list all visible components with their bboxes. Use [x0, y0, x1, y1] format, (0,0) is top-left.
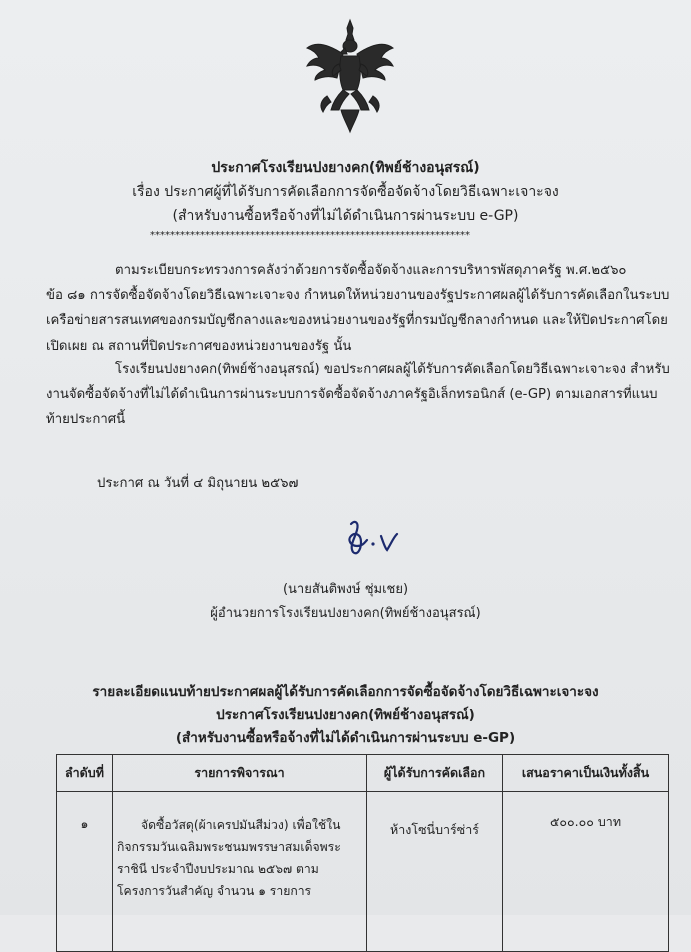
- procurement-table: [56, 754, 669, 952]
- body-line: งานจัดซื้อจัดจ้างที่ไม่ได้ดำเนินการผ่านระบบการจัดซื้อจัดจ้างภาครัฐอิเล็กทรอนิกส์ (e-GP) ตามเอกสารที่แนบ: [46, 387, 658, 402]
- row-winner: ห้างโซนี่บาร์ซ่าร์: [367, 792, 503, 952]
- row-no: ๑: [57, 792, 113, 952]
- body-line: ตามระเบียบกระทรวงการคลังว่าด้วยการจัดซื้อจัดจ้างและการบริหารพัสดุภาครัฐ พ.ศ.๒๕๖๐: [115, 263, 627, 278]
- header-item: รายการพิจารณา: [113, 755, 367, 792]
- item-line: ราชินี ประจำปีงบประมาณ ๒๕๖๗ ตาม: [117, 862, 319, 876]
- table-row: [57, 792, 669, 952]
- item-line: กิจกรรมวันเฉลิมพระชนมพรรษาสมเด็จพระ: [117, 840, 341, 854]
- table-header-row: [57, 755, 669, 792]
- header-no: ลำดับที่: [57, 755, 113, 792]
- body-line: โรงเรียนปงยางคก(ทิพย์ช้างอนุสรณ์) ขอประกาศผลผู้ได้รับการคัดเลือกโดยวิธีเฉพาะเจาะจง สำหรับ: [115, 362, 670, 377]
- announcement-date: ประกาศ ณ วันที่ ๔ มิถุนายน ๒๕๖๗: [97, 476, 299, 491]
- body-line: เครือข่ายสารสนเทศของกรมบัญชีกลางและของหน่วยงานของรัฐที่กรมบัญชีกลางกำหนด และให้ปิดประกาศโดย: [46, 313, 668, 328]
- signer-position: ผู้อำนวยการโรงเรียนปงยางคก(ทิพย์ช้างอนุสรณ์): [210, 606, 481, 621]
- body-line: ท้ายประกาศนี้: [46, 412, 126, 427]
- row-item: [113, 792, 367, 952]
- body-line: เปิดเผย ณ สถานที่ปิดประกาศของหน่วยงานของรัฐ นั้น: [46, 339, 352, 354]
- announcement-title: ประกาศโรงเรียนปงยางคก(ทิพย์ช้างอนุสรณ์): [211, 160, 480, 176]
- attachment-title: รายละเอียดแนบท้ายประกาศผลผู้ได้รับการคัดเลือกการจัดซื้อจัดจ้างโดยวิธีเฉพาะเจาะจง: [92, 684, 599, 700]
- signature-icon: [337, 512, 407, 562]
- signer-name: (นายสันติพงษ์ ชุ่มเชย): [282, 582, 409, 597]
- item-line: จัดซื้อวัสดุ(ผ้าเครปมันสีม่วง) เพื่อใช้ใน: [141, 818, 341, 832]
- garuda-emblem-icon: [303, 18, 397, 134]
- attachment-subtitle: ประกาศโรงเรียนปงยางคก(ทิพย์ช้างอนุสรณ์): [216, 707, 475, 723]
- announcement-subject: เรื่อง ประกาศผู้ที่ได้รับการคัดเลือกการจัดซื้อจัดจ้างโดยวิธีเฉพาะเจาะจง: [132, 184, 559, 200]
- header-price: เสนอราคาเป็นเงินทั้งสิ้น: [503, 755, 669, 792]
- item-line: โครงการวันสำคัญ จำนวน ๑ รายการ: [117, 884, 312, 898]
- attachment-note: (สำหรับงานซื้อหรือจ้างที่ไม่ได้ดำเนินการผ่านระบบ e-GP): [175, 730, 516, 746]
- row-price: ๕๐๐.๐๐ บาท: [503, 792, 669, 952]
- body-line: ข้อ ๘๑ การจัดซื้อจัดจ้างโดยวิธีเฉพาะเจาะจง กำหนดให้หน่วยงานของรัฐประกาศผลผู้ได้รับการคัดเลือกในระบบ: [46, 288, 670, 303]
- announcement-note: (สำหรับงานซื้อหรือจ้างที่ไม่ได้ดำเนินการผ่านระบบ e-GP): [172, 208, 519, 224]
- star-divider: ****************************************************************: [150, 230, 470, 241]
- header-winner: ผู้ได้รับการคัดเลือก: [367, 755, 503, 792]
